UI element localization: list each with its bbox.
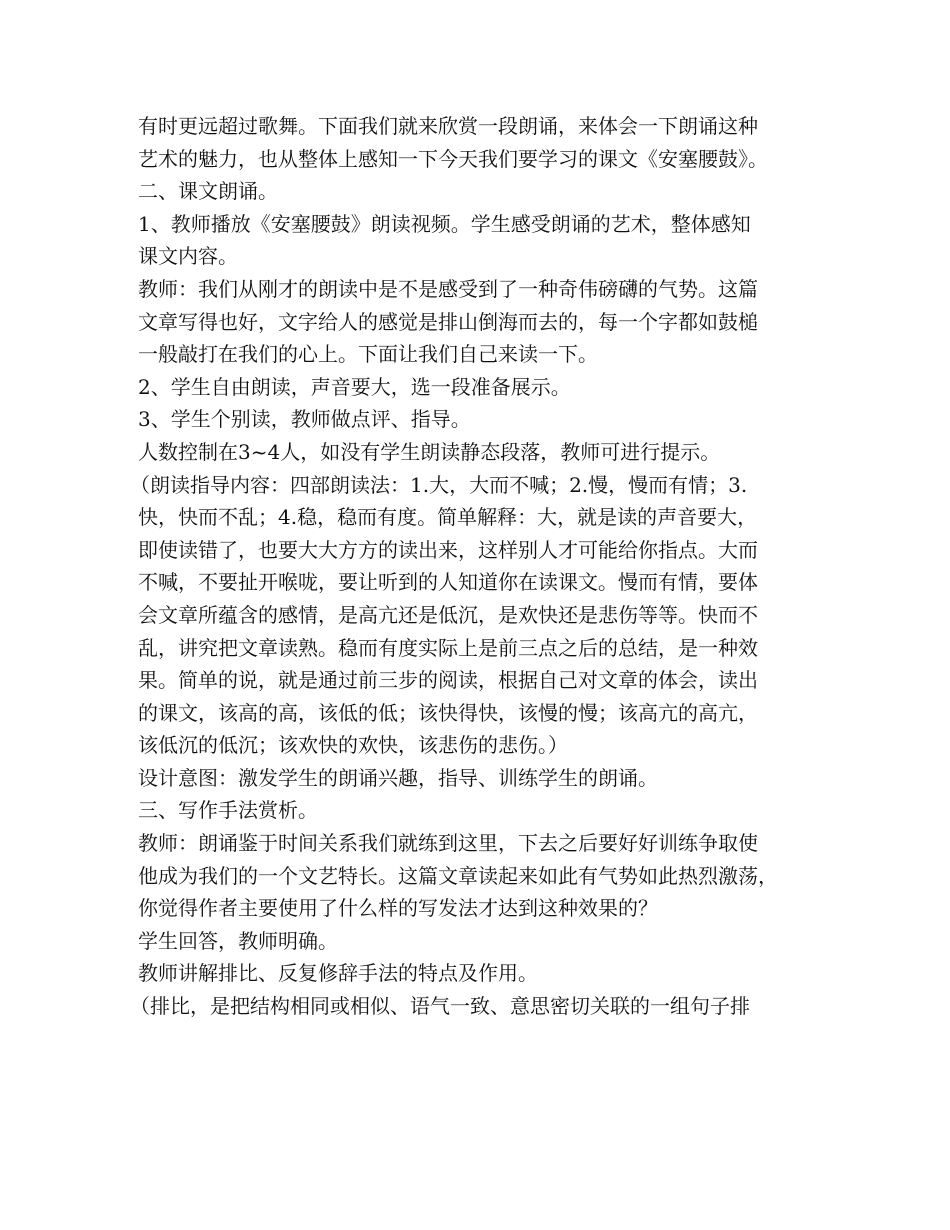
text-line: 教师讲解排比、反复修辞手法的特点及作用。 (138, 961, 538, 986)
text-line: 教师：我们从刚才的朗读中是不是感受到了一种奇伟磅礴的气势。这篇 (138, 276, 758, 301)
text-line: 学生回答，教师明确。 (138, 928, 338, 953)
text-line: 文章写得也好，文字给人的感觉是排山倒海而去的，每一个字都如鼓槌 (138, 309, 758, 334)
text-line: 会文章所蕴含的感情，是高亢还是低沉，是欢快还是悲伤等等。快而不 (138, 602, 758, 627)
document-body (130, 110, 838, 1023)
text-line: 设计意图：激发学生的朗诵兴趣，指导、训练学生的朗诵。 (138, 765, 658, 790)
text-line: 该低沉的低沉；该欢快的欢快，该悲伤的悲伤。） (138, 733, 568, 758)
text-line: 他成为我们的一个文艺特长。这篇文章读起来如此有气势如此热烈激荡， (138, 863, 778, 888)
text-line: 不喊，不要扯开喉咙，要让听到的人知道你在读课文。慢而有情，要体 (138, 570, 758, 595)
text-line: 果。简单的说，就是通过前三步的阅读，根据自己对文章的体会，读出 (138, 668, 758, 693)
text-line: 的课文，该高的高，该低的低；该快得快，该慢的慢；该高亢的高亢， (138, 700, 758, 725)
text-line: 艺术的魅力，也从整体上感知一下今天我们要学习的课文《安塞腰鼓》。 (138, 146, 768, 171)
text-line: 1、教师播放《安塞腰鼓》朗读视频。学生感受朗诵的艺术，整体感知 (138, 211, 751, 236)
text-line: 你觉得作者主要使用了什么样的写发法才达到这种效果的？ (138, 896, 658, 921)
text-line: 乱，讲究把文章读熟。稳而有度实际上是前三点之后的总结，是一种效 (138, 635, 758, 660)
text-line: 有时更远超过歌舞。下面我们就来欣赏一段朗诵，来体会一下朗诵这种 (138, 114, 758, 138)
text-line: 课文内容。 (138, 244, 238, 269)
text-line: 人数控制在3~4人，如没有学生朗读静态段落，教师可进行提示。 (138, 439, 721, 464)
text-line: 一般敲打在我们的心上。下面让我们自己来读一下。 (138, 342, 598, 367)
text-line: （朗读指导内容：四部朗读法：1.大，大而不喊；2.慢，慢而有情；3. (130, 472, 748, 497)
text-line: 快，快而不乱；4.稳，稳而有度。简单解释：大，就是读的声音要大， (138, 505, 758, 530)
section-heading: 三、写作手法赏析。 (138, 798, 318, 823)
text-line: 教师：朗诵鉴于时间关系我们就练到这里，下去之后要好好训练争取使 (138, 831, 758, 856)
text-line: （排比，是把结构相同或相似、语气一致、意思密切关联的一组句子排 (130, 994, 750, 1019)
text-line: 2、学生自由朗读，声音要大，选一段准备展示。 (138, 374, 571, 399)
text-line: 3、学生个别读，教师做点评、指导。 (138, 407, 471, 432)
text-line: 即使读错了，也要大大方方的读出来，这样别人才可能给你指点。大而 (138, 537, 758, 562)
section-heading: 二、课文朗诵。 (138, 179, 278, 204)
